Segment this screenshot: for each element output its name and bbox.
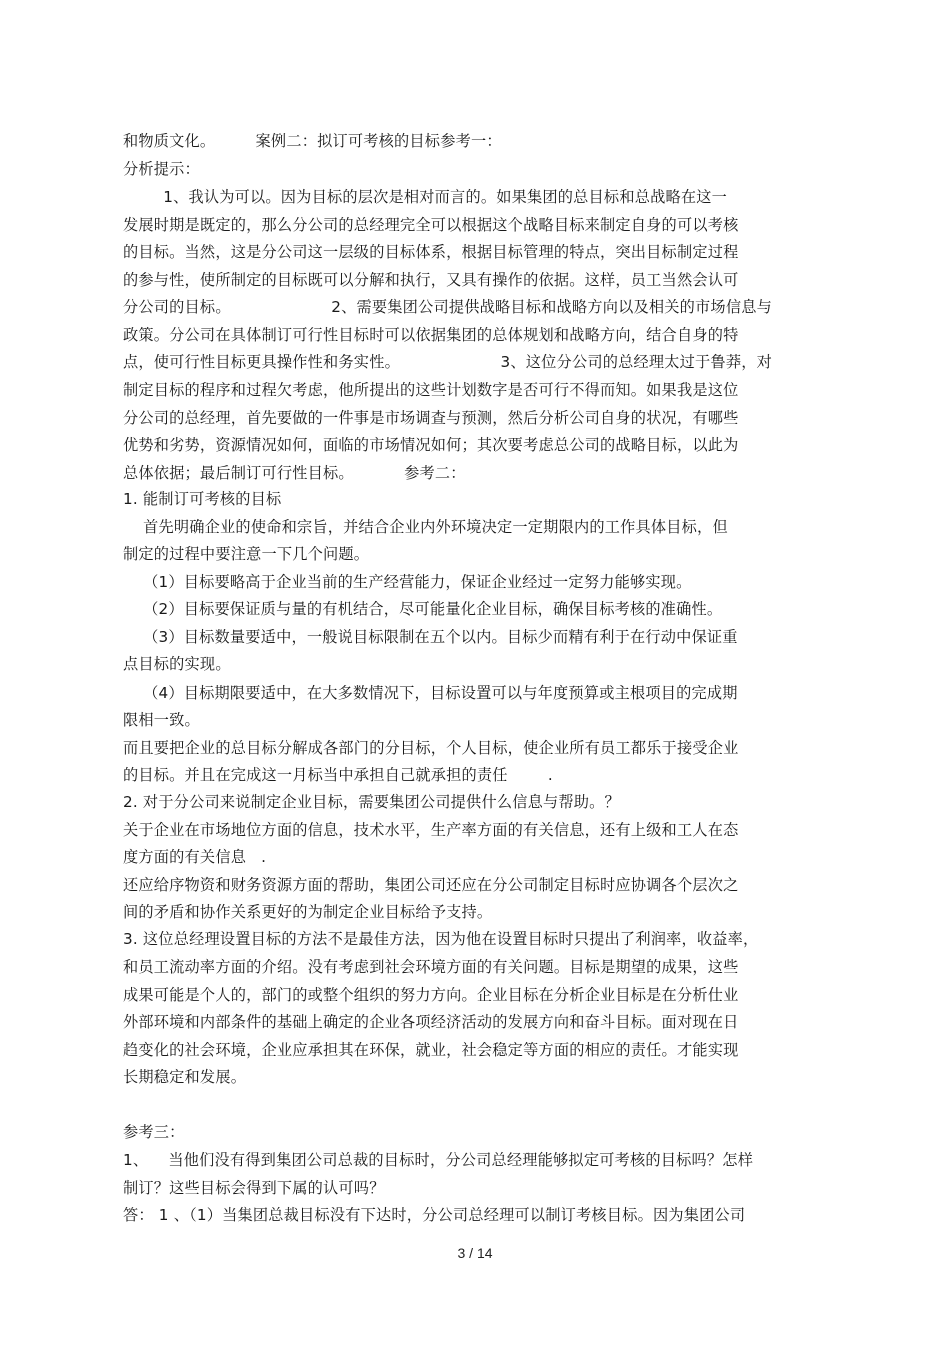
text-line: 优势和劣势，资源情况如何，面临的市场情况如何；其次要考虑总公司的战略目标，以此为 <box>123 436 739 454</box>
text-line: 发展时期是既定的，那么分公司的总经理完全可以根据这个战略目标来制定自身的可以考核 <box>123 216 739 234</box>
text-line: 制定目标的程序和过程欠考虑，他所提出的这些计划数字是否可行不得而知。如果我是这位 <box>123 381 739 399</box>
text-line: 点目标的实现。 <box>123 655 231 673</box>
text-line: 的目标。当然，这是分公司这一层级的目标体系，根据目标管理的特点，突出目标制定过程 <box>123 243 739 261</box>
text-line: 成果可能是个人的，部门的或整个组织的努力方向。企业目标在分析企业目标是在分析仕业 <box>123 986 739 1004</box>
text-line: 1. 能制订可考核的目标 <box>123 490 282 508</box>
text-line: 而且要把企业的总目标分解成各部门的分目标，个人目标，使企业所有员工都乐于接受企业 <box>123 739 739 757</box>
text-line: 答： 1 、（1）当集团总裁目标没有下达时，分公司总经理可以制订考核目标。因为集团公司 <box>123 1206 746 1224</box>
text-line: 制订？这些目标会得到下属的认可吗？ <box>123 1179 385 1197</box>
text-line: 1、我认为可以。因为目标的层次是相对而言的。如果集团的总目标和总战略在这一 <box>123 188 728 206</box>
text-line: 间的矛盾和协作关系更好的为制定企业目标给予支持。 <box>123 903 493 921</box>
text-line: 政策。分公司在具体制订可行性目标时可以依据集团的总体规划和战略方向，结合自身的特 <box>123 326 739 344</box>
text-line: 和员工流动率方面的介绍。没有考虑到社会环境方面的有关问题。目标是期望的成果，这些 <box>123 958 739 976</box>
text-line: 趋变化的社会环境，企业应承担其在环保，就业，社会稳定等方面的相应的责任。才能实现 <box>123 1041 739 1059</box>
text-line: 还应给序物资和财务资源方面的帮助，集团公司还应在分公司制定目标时应协调各个层次之 <box>123 876 739 894</box>
text-line: 度方面的有关信息 . <box>123 848 267 866</box>
text-line: 分公司的总经理，首先要做的一件事是市场调查与预测，然后分析公司自身的状况，有哪些 <box>123 409 739 427</box>
text-line: 2. 对于分公司来说制定企业目标，需要集团公司提供什么信息与帮助。？ <box>123 793 620 811</box>
text-line: 点，使可行性目标更具操作性和务实性。 3、这位分公司的总经理太过于鲁莽，对 <box>123 353 772 371</box>
text-line: 3. 这位总经理设置目标的方法不是最佳方法，因为他在设置目标时只提出了利润率，收益率， <box>123 930 759 948</box>
text-line: 和物质文化。 案例二：拟订可考核的目标参考一： <box>123 132 502 150</box>
text-line: （1）目标要略高于企业当前的生产经营能力，保证企业经过一定努力能够实现。 <box>123 573 692 591</box>
text-line: 关于企业在市场地位方面的信息，技术水平，生产率方面的有关信息，还有上级和工人在态 <box>123 821 739 839</box>
text-line: 首先明确企业的使命和宗旨，并结合企业内外环境决定一定期限内的工作具体目标，但 <box>123 518 728 536</box>
text-line: 分析提示： <box>123 160 200 178</box>
text-line: （3）目标数量要适中，一般说目标限制在五个以内。目标少而精有利于在行动中保证重 <box>123 628 738 646</box>
text-line: 总体依据；最后制订可行性目标。 参考二： <box>123 464 466 482</box>
text-line: 长期稳定和发展。 <box>123 1068 247 1086</box>
text-line: 制定的过程中要注意一下几个问题。 <box>123 545 370 563</box>
text-line: （4）目标期限要适中，在大多数情况下，目标设置可以与年度预算或主根项目的完成期 <box>123 684 738 702</box>
text-line: 分公司的目标。 2、需要集团公司提供战略目标和战略方向以及相关的市场信息与 <box>123 298 772 316</box>
text-line: 1、 当他们没有得到集团公司总裁的目标时，分公司总经理能够拟定可考核的目标吗？怎样 <box>123 1151 754 1169</box>
text-line: 的参与性，使所制定的目标既可以分解和执行，又具有操作的依据。这样，员工当然会认可 <box>123 271 739 289</box>
page-number: 3 / 14 <box>457 1245 493 1261</box>
text-line: 参考三： <box>123 1123 185 1141</box>
text-line: 限相一致。 <box>123 711 200 729</box>
text-line: 的目标。并且在完成这一月标当中承担自己就承担的责任 . <box>123 766 553 784</box>
text-line: 外部环境和内部条件的基础上确定的企业各项经济活动的发展方向和奋斗目标。面对现在日 <box>123 1013 739 1031</box>
text-line: （2）目标要保证质与量的有机结合，尽可能量化企业目标，确保目标考核的准确性。 <box>123 600 723 618</box>
